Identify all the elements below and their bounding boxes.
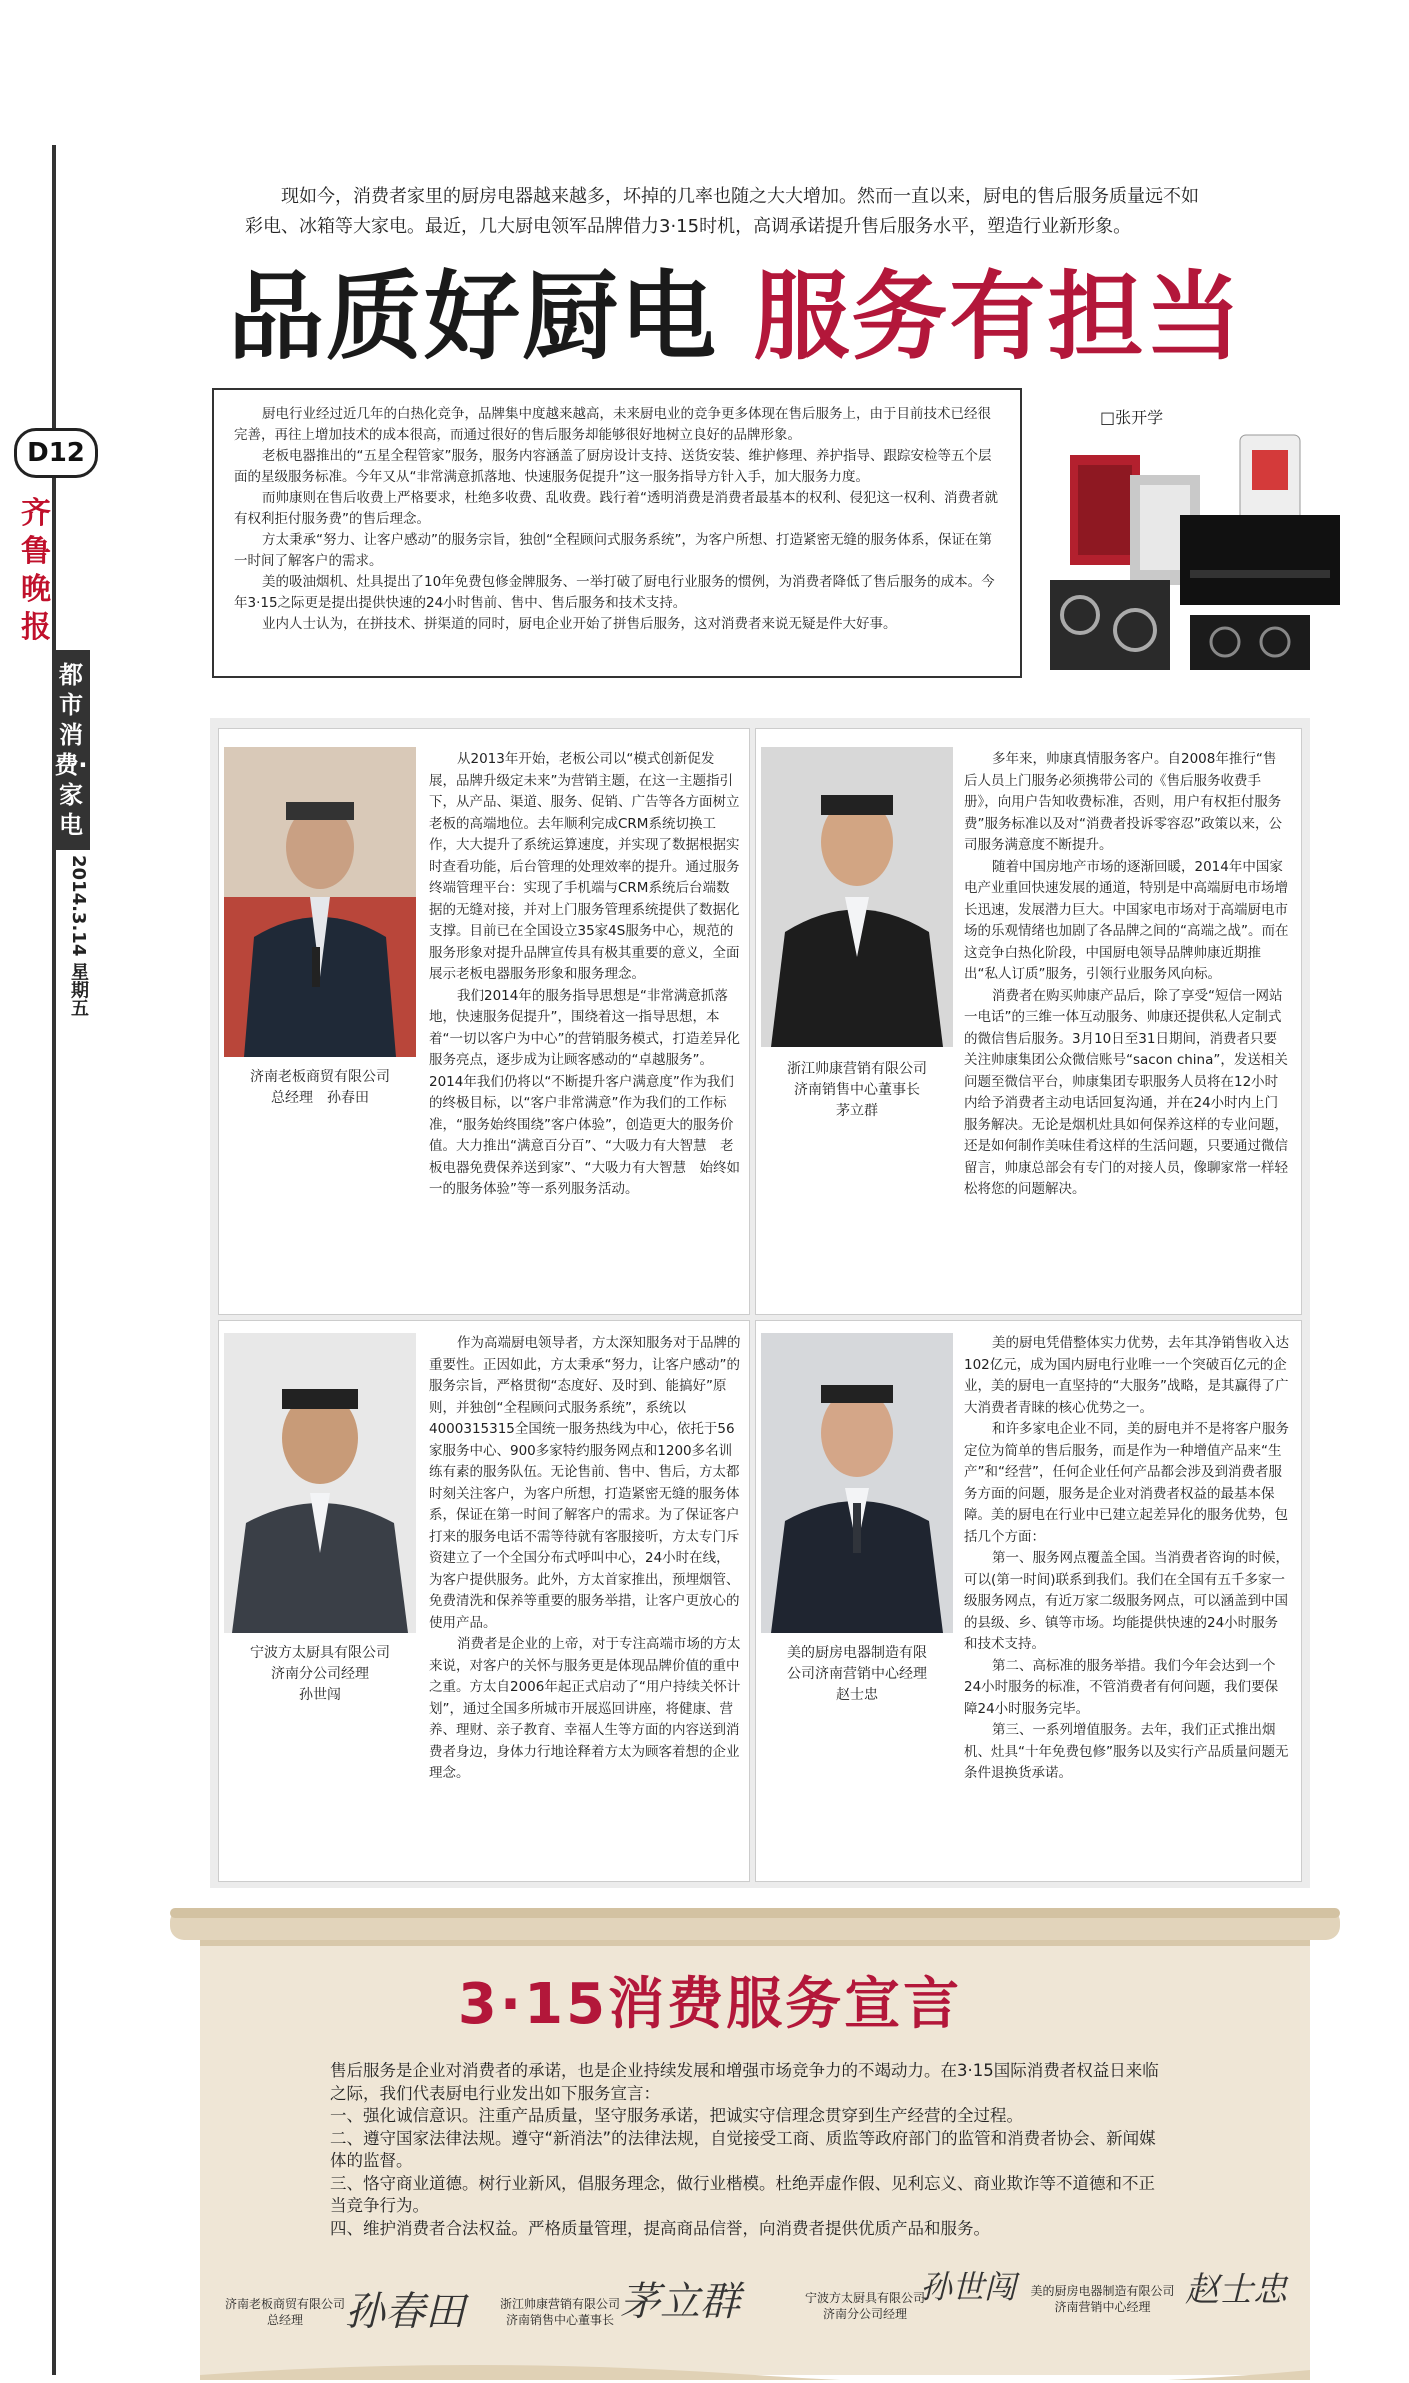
- intro-paragraph: 现如今，消费者家里的厨房电器越来越多，坏掉的几率也随之大大增加。然而一直以来，厨电的售后服务质量远不如彩电、冰箱等大家电。最近，几大厨电领军品牌借力3·15时机，高调承诺提升售后服务水平，塑造行业新形象。: [245, 186, 1199, 237]
- profile-panel: [755, 728, 1302, 1315]
- lead-paragraph: 厨电行业经过近几年的白热化竞争，品牌集中度越来越高，未来厨电业的竞争更多体现在售后服务上，由于目前技术已经很完善，再往上增加技术的成本很高，而通过很好的售后服务却能够很好地树立良好的品牌形象。: [234, 406, 991, 443]
- lead-paragraph: 而帅康则在售后收费上严格要求，杜绝多收费、乱收费。践行着“透明消费是消费者最基本的权利、侵犯这一权利、消费者就有权利拒付服务费”的售后理念。: [234, 490, 998, 527]
- profile-paragraph: 和许多家电企业不同，美的厨电并不是将客户服务定位为简单的售后服务，而是作为一种增值产品来“生产”和“经营”，任何企业任何产品都会涉及到消费者服务方面的问题，服务是企业对消费者权益的最基本保障。美的厨电在行业中已建立起差异化的服务优势，包括几个方面：: [964, 1421, 1289, 1545]
- signatory-company: 浙江帅康营销有限公司: [499, 2297, 620, 2311]
- byline: □张开学: [1100, 408, 1164, 427]
- profile-panel: [755, 1320, 1302, 1882]
- handwritten-signature: 孙世闯: [920, 2268, 1017, 2306]
- signatory-title: 总经理: [266, 2313, 303, 2327]
- lead-paragraph: 业内人士认为，在拼技术、拼渠道的同时，厨电企业开始了拼售后服务，这对消费者来说无疑是件大好事。: [262, 616, 897, 632]
- lead-box: [212, 388, 1022, 678]
- profile-paragraph: 第三、一系列增值服务。去年，我们正式推出烟机、灶具“十年免费包修”服务以及实行产品质量问题无条件退换货承诺。: [964, 1722, 1289, 1781]
- signatory-block: [485, 2296, 635, 2328]
- portrait-photo: [761, 747, 953, 1047]
- headline-part1: 品质好厨电: [228, 260, 718, 373]
- portrait-photo: [224, 747, 416, 1057]
- left-rule: [52, 145, 56, 2375]
- declaration-line: 三、恪守商业道德。树行业新风，倡服务理念，做行业楷模。杜绝弄虚作假、见利忘义、商业欺诈等不道德和不正当竞争行为。: [330, 2173, 1155, 2215]
- declaration-line: 一、强化诚信意识。注重产品质量，坚守服务承诺，把诚实守信理念贯穿到生产经营的全过程。: [330, 2106, 1023, 2125]
- profile-caption: [224, 1067, 416, 1109]
- profile-paragraph: 多年来，帅康真情服务客户。自2008年推行“售后人员上门服务必须携带公司的《售后服务收费手册》，向用户告知收费标准，否则，用户有权拒付服务费”服务标准以及对“消费者投诉零容忍”政策以来，公司服务满意度不断提升。: [964, 751, 1282, 853]
- section-tag: 都市消费·家电: [52, 650, 90, 850]
- kitchen-appliances-image: [1040, 430, 1340, 680]
- profile-paragraph: 第一、服务网点覆盖全国。当消费者咨询的时候，可以(第一时间)联系到我们。我们在全国有五千多家一级服务网点，有近万家二级服务网点，可以涵盖到中国的县级、乡、镇等市场。均能提供快速的24小时服务和技术支持。: [964, 1550, 1289, 1652]
- profile-paragraph: 消费者在购买帅康产品后，除了享受“短信一网站一电话”的三维一体互动服务、帅康还提供私人定制式的微信售后服务。3月10日至31日期间，消费者只要关注帅康集团公众微信账号“sacon china”，发送相关问题至微信平台，帅康集团专职服务人员将在12小时内给予消费者主动电话回复沟通，并在24小时内上门服务解决。无论是烟机灶具如何保养这样的专业问题，还是如何制作美味佳肴这样的生活问题，只要通过微信留言，帅康总部会有专门的对接人员，像聊家常一样轻松将您的问题解决。: [964, 987, 1288, 1197]
- profile-text: [964, 1333, 1289, 1785]
- caption-title: 公司济南营销中心经理: [787, 1666, 927, 1682]
- profile-paragraph: 作为高端厨电领导者，方太深知服务对于品牌的重要性。正因如此，方太秉承“努力，让客户感动”的服务宗旨，严格贯彻“态度好、及时到、能搞好”原则，并独创“全程顾问式服务系统”，系统以4000315315全国统一服务热线为中心，依托于56家服务中心、900多家特约服务网点和1200多名训练有素的服务队伍。无论售前、售中、售后，方太都时刻关注客户，为客户所想，打造紧密无缝的服务体系，保证在第一时间了解客户的需求。为了保证客户打来的服务电话不需等待就有客服接听，方太专门斥资建立了一个全国分布式呼叫中心，24小时在线，为客户提供服务。此外，方太首家推出，预埋烟管、免费清洗和保养等重要的服务举措，让客户更放心的使用产品。: [429, 1335, 741, 1631]
- declaration-text: [330, 2060, 1160, 2240]
- signatory-company: 宁波方太厨具有限公司: [804, 2291, 925, 2305]
- profile-text: [429, 1333, 741, 1785]
- signatory-company: 济南老板商贸有限公司: [224, 2297, 345, 2311]
- signatory-title: 济南营销中心经理: [1054, 2300, 1151, 2314]
- caption-name: 茅立群: [836, 1103, 878, 1119]
- profile-panel: [218, 1320, 750, 1882]
- signatory-block: [790, 2290, 940, 2322]
- declaration-title: 3·15消费服务宣言: [457, 1972, 963, 2037]
- lead-paragraph: 方太秉承“努力、让客户感动”的服务宗旨，独创“全程顾问式服务系统”，为客户所想、打造紧密无缝的服务体系，保证在第一时间了解客户的需求。: [234, 532, 992, 569]
- portrait-photo: [224, 1333, 416, 1633]
- profile-paragraph: 随着中国房地产市场的逐渐回暖，2014年中国家电产业重回快速发展的通道，特别是中高端厨电市场增长迅速，发展潜力巨大。中国家电市场对于高端厨电市场的乐观情绪也加剧了各品牌之间的“高端之战”。而在这竞争白热化阶段，中国厨电领导品牌帅康近期推出“私人订质”服务，引领行业服务风向标。: [964, 858, 1289, 982]
- profile-caption: [761, 1643, 953, 1706]
- handwritten-signature: 赵士忠: [1185, 2270, 1287, 2310]
- declaration-line: 四、维护消费者合法权益。严格质量管理，提高商品信誉，向消费者提供优质产品和服务。: [330, 2218, 990, 2238]
- caption-company: 美的厨房电器制造有限: [787, 1645, 927, 1661]
- caption-name: 孙世闯: [299, 1687, 341, 1703]
- issue-date: 2014.3.14 星期五: [68, 855, 89, 1017]
- profile-paragraph: 从2013年开始，老板公司以“模式创新促发展，品牌升级定未来”为营销主题，在这一主题指引下，从产品、渠道、服务、促销、广告等各方面树立老板的高端地位。去年顺利完成CRM系统切换工作，大大提升了系统运算速度，并实现了数据根据实时查看功能，后台管理的处理效率的提升。通过服务终端管理平台：实现了手机端与CRM系统后台端数据的无缝对接，并对上门服务管理系统提供了数据化支撑。目前已在全国设立35家4S服务中心，规范的服务形象对提升品牌宣传具有极其重要的意义，全面展示老板电器服务形象和服务理念。: [429, 751, 740, 982]
- lead-paragraph: 老板电器推出的“五星全程管家”服务，服务内容涵盖了厨房设计支持、送货安装、维护修理、养护指导、跟踪安检等五个层面的星级服务标准。今年又从“非常满意抓落地、快速服务促提升”这一服务指导方针入手，加大服务力度。: [234, 448, 992, 485]
- caption-name: 赵士忠: [836, 1687, 878, 1703]
- profile-panel: [218, 728, 750, 1315]
- handwritten-signature: 孙春田: [345, 2289, 465, 2335]
- signatory-title: 济南分公司经理: [822, 2307, 907, 2321]
- caption-company: 济南老板商贸有限公司: [250, 1069, 390, 1085]
- signatory-block: [210, 2296, 360, 2328]
- caption-title: 总经理 孙春田: [271, 1090, 369, 1106]
- caption-company: 浙江帅康营销有限公司: [787, 1061, 927, 1077]
- lead-paragraph: 美的吸油烟机、灶具提出了10年免费包修金牌服务、一举打破了厨电行业服务的惯例，为消费者降低了售后服务的成本。今年3·15之际更是提出提供快速的24小时售前、售中、售后服务和技术支持。: [234, 574, 995, 611]
- signatory-company: 美的厨房电器制造有限公司: [1030, 2284, 1175, 2298]
- profile-text: [429, 749, 741, 1201]
- signatory-block: [1020, 2283, 1185, 2315]
- profile-caption: [224, 1643, 416, 1706]
- caption-title: 济南销售中心董事长: [794, 1082, 920, 1098]
- headline-part2: 服务有担当: [753, 260, 1244, 373]
- headline: [228, 262, 1258, 372]
- profile-paragraph: 消费者是企业的上帝，对于专注高端市场的方太来说，对客户的关怀与服务更是体现品牌价值的重中之重。方太自2006年起正式启动了“用户持续关怀计划”，通过全国多所城市开展巡回讲座，将健康、营养、理财、亲子教育、幸福人生等方面的内容送到消费者身边，身体力行地诠释着方太为顾客着想的企业理念。: [429, 1636, 741, 1781]
- profile-paragraph: 第二、高标准的服务举措。我们今年会达到一个24小时服务的标准，不管消费者有何问题，我们要保障24小时服务完毕。: [964, 1657, 1279, 1717]
- page-number-badge: D12: [14, 428, 98, 478]
- profile-paragraph: 我们2014年的服务指导思想是“非常满意抓落地，快速服务促提升”，围绕着这一指导思想，本着“一切以客户为中心”的营销服务模式，打造差异化服务亮点，逐步成为让顾客感动的“卓越服务”。2014年我们仍将以“不断提升客户满意度”作为我们的终极目标，以“客户非常满意”作为我们的工作标准，“服务始终围绕”客户体验”，创造更大的服务价值。大力推出“满意百分百”、“大吸力有大智慧 老板电器免费保养送到家”、“大吸力有大智慧 始终如一的服务体验”等一系列服务活动。: [429, 987, 740, 1197]
- profile-paragraph: 美的厨电凭借整体实力优势，去年其净销售收入达102亿元，成为国内厨电行业唯一一个突破百亿元的企业，美的厨电一直坚持的“大服务”战略，是其赢得了广大消费者青睐的核心优势之一。: [964, 1335, 1289, 1416]
- interview-section: [210, 718, 1310, 1888]
- signatory-title: 济南销售中心董事长: [505, 2313, 614, 2327]
- declaration-line: 售后服务是企业对消费者的承诺，也是企业持续发展和增强市场竞争力的不竭动力。在3·15国际消费者权益日来临之际，我们代表厨电行业发出如下服务宣言：: [330, 2061, 1159, 2103]
- profile-caption: [761, 1059, 953, 1122]
- profile-text: [964, 749, 1289, 1201]
- caption-company: 宁波方太厨具有限公司: [250, 1645, 390, 1661]
- handwritten-signature: 茅立群: [620, 2279, 740, 2325]
- declaration-line: 二、遵守国家法律法规。遵守“新消法”的法律法规，自觉接受工商、质监等政府部门的监管和消费者协会、新闻媒体的监督。: [330, 2128, 1156, 2170]
- caption-title: 济南分公司经理: [271, 1666, 369, 1682]
- paper-name-logo: 齐鲁晚报: [21, 496, 51, 645]
- portrait-photo: [761, 1333, 953, 1633]
